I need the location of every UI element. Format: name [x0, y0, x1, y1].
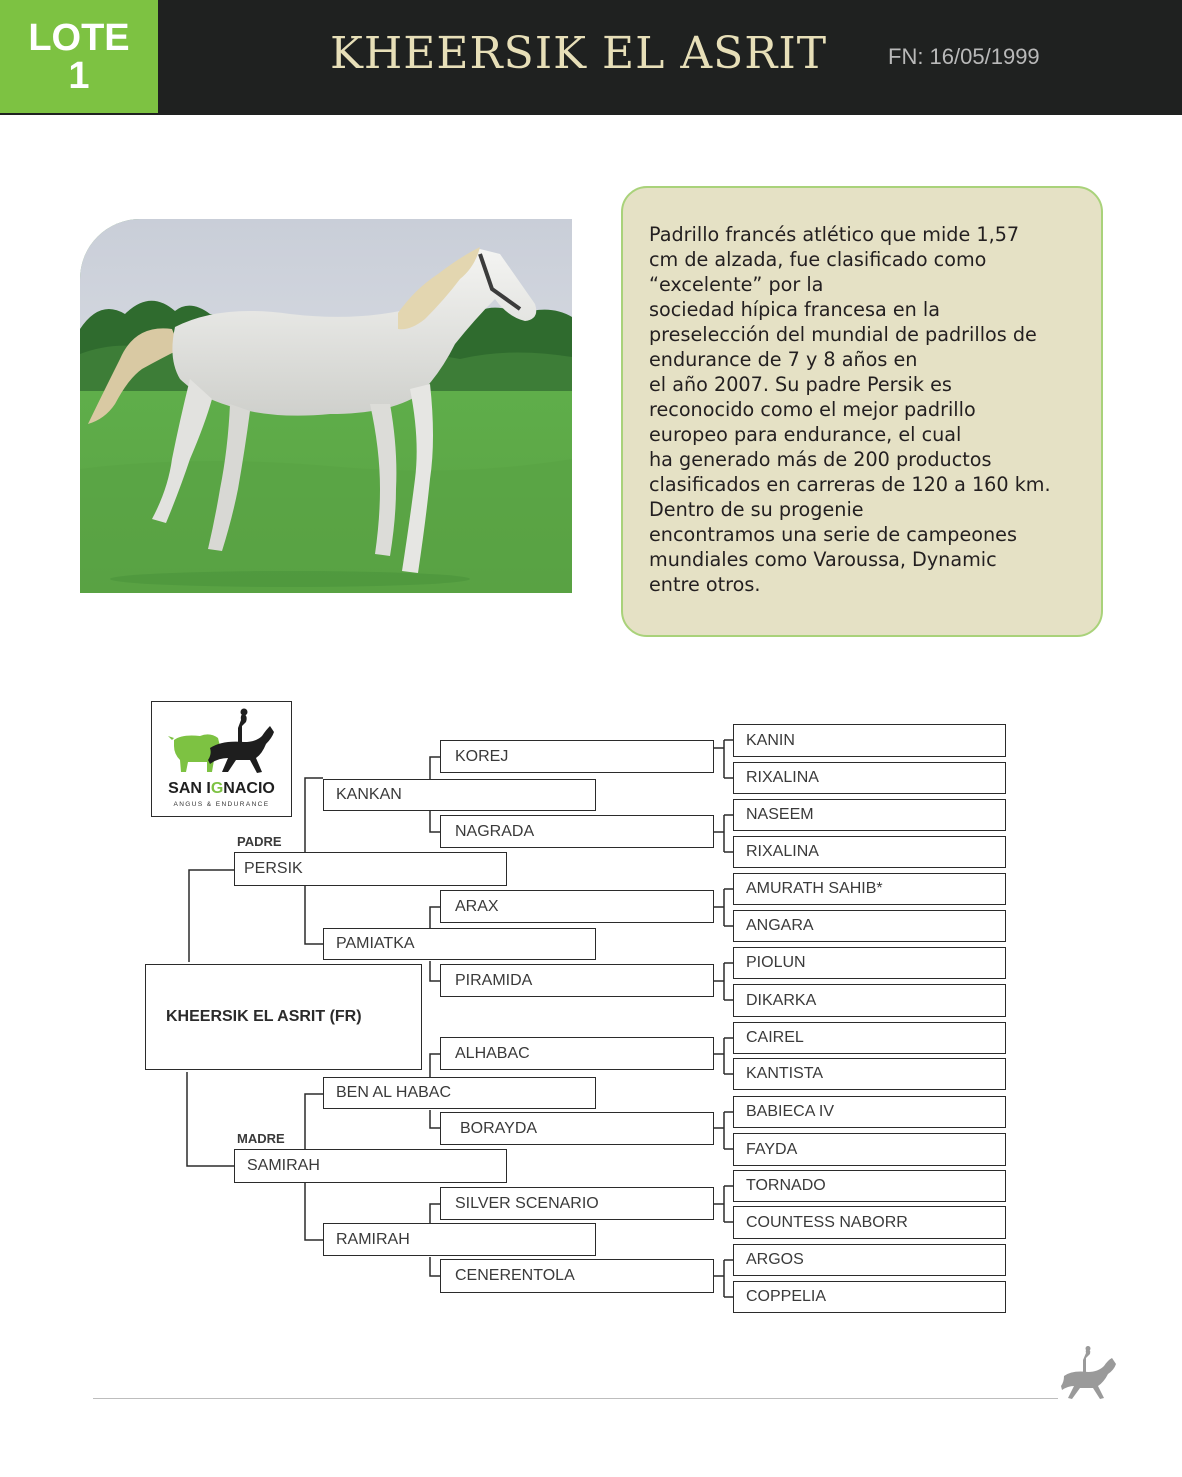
pedigree-gen4: COPPELIA — [733, 1281, 1006, 1313]
pedigree-great-grandparent: ALHABAC — [440, 1037, 714, 1070]
logo-name: SAN IGNACIO — [168, 780, 275, 797]
birth-date: FN: 16/05/1999 — [888, 44, 1040, 69]
pedigree-gen4: AMURATH SAHIB* — [733, 873, 1006, 905]
description-line: mundiales como Varoussa, Dynamic — [649, 548, 997, 571]
pedigree-gen4: TORNADO — [733, 1170, 1006, 1202]
horse-image-icon — [80, 219, 572, 593]
pedigree-gen4: BABIECA IV — [733, 1096, 1006, 1128]
pedigree-great-grandparent: SILVER SCENARIO — [440, 1187, 714, 1220]
pedigree-great-grandparent: ARAX — [440, 890, 714, 923]
horse-rider-icon — [1058, 1346, 1122, 1402]
pedigree-dam: SAMIRAH — [234, 1149, 507, 1183]
description-line: preselección del mundial de padrillos de — [649, 323, 1037, 346]
pedigree-great-grandparent: NAGRADA — [440, 815, 714, 848]
pedigree-gen4: PIOLUN — [733, 947, 1006, 979]
pedigree-grandparent: BEN AL HABAC — [323, 1077, 596, 1109]
pedigree-gen4: CAIREL — [733, 1022, 1006, 1054]
padre-label: PADRE — [237, 834, 282, 849]
pedigree-gen4: COUNTESS NABORR — [733, 1206, 1006, 1239]
logo-subtitle: ANGUS & ENDURANCE — [173, 801, 270, 808]
pedigree-grandparent: RAMIRAH — [323, 1223, 596, 1256]
bull-and-rider-icon — [152, 702, 290, 782]
lot-number: 1 — [68, 54, 90, 97]
description-line: entre otros. — [649, 573, 761, 596]
pedigree-gen4: NASEEM — [733, 799, 1006, 831]
pedigree-gen4: ARGOS — [733, 1244, 1006, 1276]
description-line: el año 2007. Su padre Persik es — [649, 373, 952, 396]
pedigree-grandparent: KANKAN — [323, 779, 596, 811]
lot-label: LOTE — [28, 16, 130, 59]
pedigree-gen4: KANTISTA — [733, 1058, 1006, 1090]
description-line: sociedad hípica francesa en la — [649, 298, 940, 321]
description-line: Dentro de su progenie — [649, 498, 864, 521]
pedigree-sire: PERSIK — [234, 852, 507, 886]
pedigree-grandparent: PAMIATKA — [323, 928, 596, 960]
description-line: Padrillo francés atlético que mide 1,57 — [649, 223, 1020, 246]
madre-label: MADRE — [237, 1131, 285, 1146]
description-line: encontramos una serie de campeones — [649, 523, 1017, 546]
footer-divider — [93, 1398, 1058, 1399]
description-line: europeo para endurance, el cual — [649, 423, 962, 446]
description-line: cm de alzada, fue clasificado como — [649, 248, 987, 271]
header-bar — [0, 0, 1182, 115]
lot-badge — [0, 0, 158, 113]
brand-logo — [151, 701, 292, 817]
pedigree-gen4: KANIN — [733, 724, 1006, 757]
pedigree-gen4: ANGARA — [733, 910, 1006, 942]
horse-photo — [80, 219, 572, 593]
description-line: endurance de 7 y 8 años en — [649, 348, 918, 371]
pedigree-gen4: RIXALINA — [733, 836, 1006, 868]
description-line: reconocido como el mejor padrillo — [649, 398, 976, 421]
pedigree-great-grandparent: KOREJ — [440, 740, 714, 773]
pedigree-great-grandparent: PIRAMIDA — [440, 964, 714, 997]
description-line: “excelente” por la — [649, 273, 824, 296]
horse-title: KHEERSIK EL ASRIT — [330, 28, 828, 79]
description-line: ha generado más de 200 productos — [649, 448, 992, 471]
pedigree-gen4: FAYDA — [733, 1133, 1006, 1166]
pedigree-great-grandparent: BORAYDA — [440, 1112, 714, 1145]
pedigree-great-grandparent: CENERENTOLA — [440, 1259, 714, 1293]
pedigree-horse: KHEERSIK EL ASRIT (FR) — [145, 964, 422, 1070]
description-line: clasificados en carreras de 120 a 160 km. — [649, 473, 1051, 496]
pedigree-gen4: DIKARKA — [733, 984, 1006, 1017]
description-box — [621, 186, 1103, 637]
pedigree-gen4: RIXALINA — [733, 762, 1006, 794]
